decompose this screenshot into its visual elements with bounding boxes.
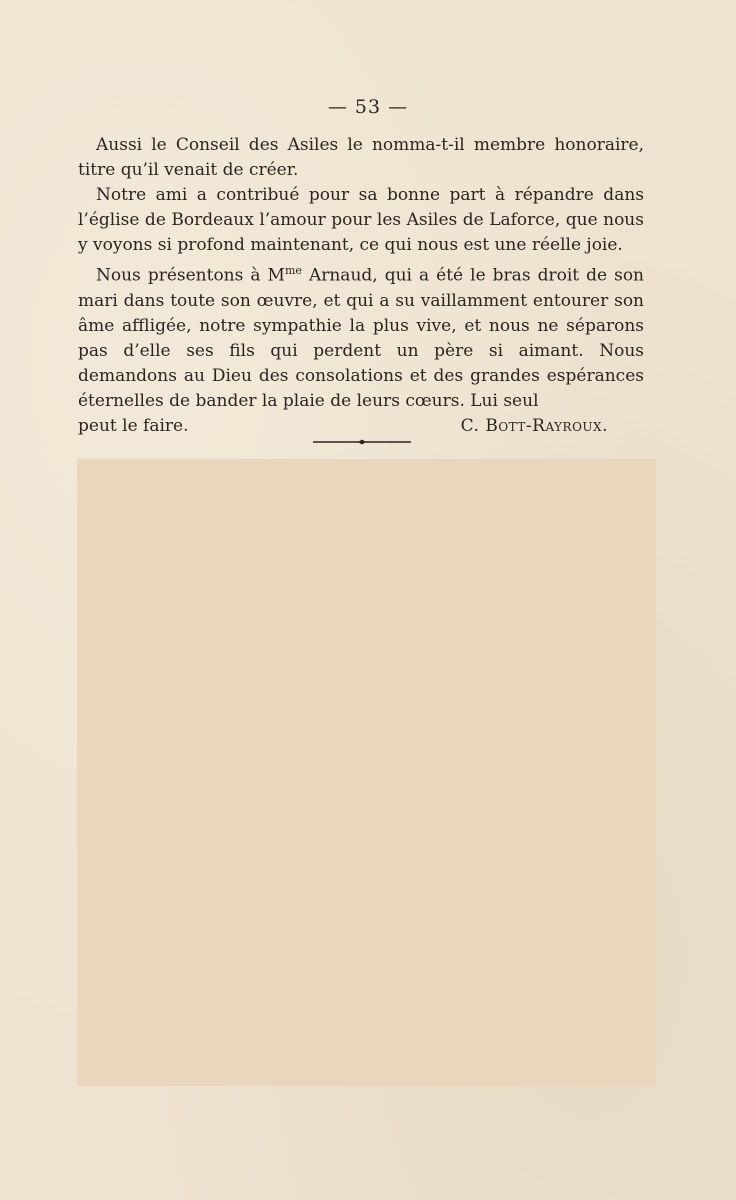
paragraph-2: Notre ami a contribué pour sa bonne part à répandre dans l’église de Bordeaux l’amour pour les Asiles de Laforce, que nous y voyons si profond maintenant, ce qui nous est une réelle joie. (78, 185, 644, 255)
paragraph-3-body: Arnaud, qui a été le bras droit de son mari dans toute son œuvre, et qui a su vaillamment entourer son âme affligée, notre sympathie la plus vive, et nous ne séparons pas d’elle ses fils qui perdent un père si aimant. Nous demandons au Dieu des consolations et des grandes espérances éternelles de bander la plaie de leurs cœurs. Lui seul (78, 265, 644, 411)
paragraph-3-start: Nous présentons à M (96, 265, 285, 286)
paragraph-1: Aussi le Conseil des Asiles le nomma-t-il membre honoraire, titre qu’il venait de créer. (78, 135, 644, 180)
divider-diamond (358, 440, 366, 445)
signature: C. Bott-Rayroux. (460, 415, 608, 436)
closing-line (78, 414, 644, 439)
page-number: — 53 — (327, 96, 409, 118)
title-superscript: me (284, 264, 302, 277)
paragraph-3 (78, 258, 644, 414)
closing-text: peut le faire. (78, 415, 189, 436)
body-text (78, 133, 644, 439)
ornamental-divider (313, 439, 411, 445)
photo-area (77, 459, 656, 1086)
